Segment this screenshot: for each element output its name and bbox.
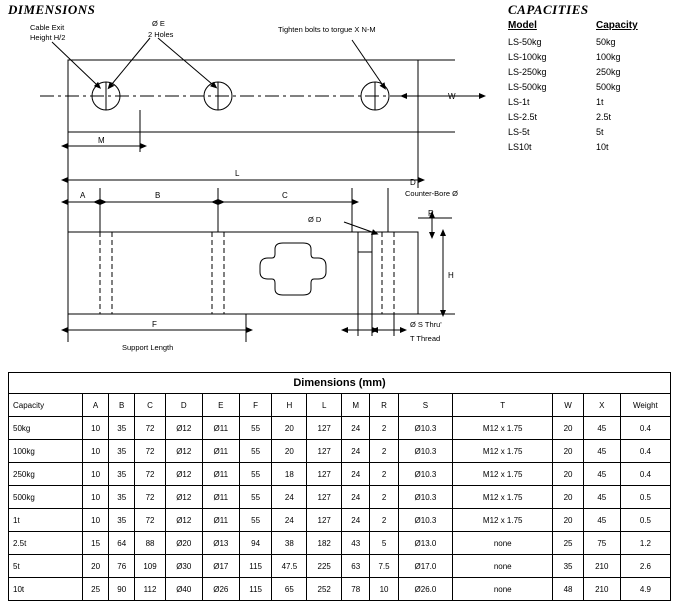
cell-b: 35 xyxy=(109,509,135,532)
col-x: X xyxy=(583,394,620,417)
dim-f xyxy=(68,314,246,342)
model-name: LS-5t xyxy=(508,127,530,137)
cell-f: 55 xyxy=(239,486,272,509)
cell-h: 20 xyxy=(272,440,307,463)
cell-m: 24 xyxy=(342,463,370,486)
cell-l: 127 xyxy=(307,509,342,532)
model-capacity: 10t xyxy=(596,142,609,152)
cell-weight: 0.5 xyxy=(620,486,670,509)
cell-d: Ø40 xyxy=(165,578,202,601)
cell-capacity: 5t xyxy=(9,555,83,578)
cell-b: 35 xyxy=(109,463,135,486)
cell-w: 20 xyxy=(553,509,583,532)
table-row xyxy=(9,509,671,532)
cell-c: 72 xyxy=(135,417,165,440)
cell-a: 25 xyxy=(83,578,109,601)
cell-x: 210 xyxy=(583,578,620,601)
model-name: LS-2.5t xyxy=(508,112,538,122)
cell-h: 24 xyxy=(272,509,307,532)
cell-r: 5 xyxy=(370,532,398,555)
cell-f: 55 xyxy=(239,440,272,463)
label-r: R xyxy=(428,209,434,218)
list-item xyxy=(508,110,673,125)
model-name: LS-50kg xyxy=(508,37,542,47)
cell-w: 35 xyxy=(553,555,583,578)
col-b: B xyxy=(109,394,135,417)
cell-s: Ø13.0 xyxy=(398,532,452,555)
col-s: S xyxy=(398,394,452,417)
dim-m xyxy=(68,110,140,152)
model-capacity: 2.5t xyxy=(596,112,612,122)
table-row xyxy=(9,532,671,555)
cell-c: 72 xyxy=(135,440,165,463)
cell-h: 47.5 xyxy=(272,555,307,578)
cell-capacity: 500kg xyxy=(9,486,83,509)
cell-e: Ø11 xyxy=(202,417,239,440)
cell-weight: 0.4 xyxy=(620,463,670,486)
cell-x: 45 xyxy=(583,463,620,486)
dim-r xyxy=(418,218,452,232)
cell-s: Ø10.3 xyxy=(398,509,452,532)
cell-f: 55 xyxy=(239,509,272,532)
col-c: C xyxy=(135,394,165,417)
cell-weight: 2.6 xyxy=(620,555,670,578)
model-capacity: 500kg xyxy=(596,82,621,92)
cell-e: Ø17 xyxy=(202,555,239,578)
cell-t: none xyxy=(453,578,553,601)
cell-s: Ø17.0 xyxy=(398,555,452,578)
table-title-row xyxy=(9,373,671,394)
cell-w: 20 xyxy=(553,417,583,440)
col-m: M xyxy=(342,394,370,417)
cell-d: Ø12 xyxy=(165,417,202,440)
cell-a: 20 xyxy=(83,555,109,578)
model-name: LS-500kg xyxy=(508,82,547,92)
model-capacity: 50kg xyxy=(596,37,616,47)
capacities-col-model: Model xyxy=(508,20,537,31)
cell-d: Ø30 xyxy=(165,555,202,578)
cell-c: 72 xyxy=(135,486,165,509)
label-cable-exit: Cable Exit xyxy=(30,23,65,32)
cell-r: 10 xyxy=(370,578,398,601)
label-cable-exit-height: Height H/2 xyxy=(30,33,66,42)
capacities-header-row xyxy=(508,20,673,31)
cell-d: Ø12 xyxy=(165,509,202,532)
model-name: LS-1t xyxy=(508,97,530,107)
cell-f: 55 xyxy=(239,463,272,486)
cell-m: 24 xyxy=(342,440,370,463)
dimensions-heading: DIMENSIONS xyxy=(8,2,96,17)
model-name: LS10t xyxy=(508,142,532,152)
cell-c: 72 xyxy=(135,463,165,486)
cell-f: 55 xyxy=(239,417,272,440)
cell-w: 48 xyxy=(553,578,583,601)
col-f: F xyxy=(239,394,272,417)
col-capacity: Capacity xyxy=(9,394,83,417)
col-t: T xyxy=(453,394,553,417)
cell-m: 24 xyxy=(342,417,370,440)
cell-l: 225 xyxy=(307,555,342,578)
model-name: LS-100kg xyxy=(508,52,547,62)
list-item xyxy=(508,35,673,50)
col-w: W xyxy=(553,394,583,417)
cell-capacity: 2.5t xyxy=(9,532,83,555)
cell-s: Ø10.3 xyxy=(398,463,452,486)
cell-e: Ø11 xyxy=(202,440,239,463)
cell-h: 24 xyxy=(272,486,307,509)
cell-f: 115 xyxy=(239,555,272,578)
cell-f: 94 xyxy=(239,532,272,555)
cell-r: 7.5 xyxy=(370,555,398,578)
list-item xyxy=(508,125,673,140)
list-item xyxy=(508,65,673,80)
cell-a: 10 xyxy=(83,440,109,463)
table-row xyxy=(9,578,671,601)
cell-l: 252 xyxy=(307,578,342,601)
list-item xyxy=(508,95,673,110)
model-name: LS-250kg xyxy=(508,67,547,77)
cell-capacity: 10t xyxy=(9,578,83,601)
cell-f: 115 xyxy=(239,578,272,601)
cell-s: Ø10.3 xyxy=(398,417,452,440)
list-item xyxy=(508,80,673,95)
label-a: A xyxy=(80,191,86,200)
cell-capacity: 250kg xyxy=(9,463,83,486)
cell-e: Ø11 xyxy=(202,509,239,532)
cell-e: Ø11 xyxy=(202,463,239,486)
cell-s: Ø26.0 xyxy=(398,578,452,601)
dim-abc xyxy=(68,188,388,232)
col-h: H xyxy=(272,394,307,417)
col-a: A xyxy=(83,394,109,417)
cell-x: 45 xyxy=(583,417,620,440)
cell-h: 65 xyxy=(272,578,307,601)
cell-w: 20 xyxy=(553,463,583,486)
cell-s: Ø10.3 xyxy=(398,486,452,509)
table-title: Dimensions (mm) xyxy=(9,373,671,394)
cell-h: 20 xyxy=(272,417,307,440)
cell-x: 45 xyxy=(583,440,620,463)
cell-weight: 0.4 xyxy=(620,417,670,440)
table-row xyxy=(9,417,671,440)
technical-drawing xyxy=(0,0,500,365)
label-s-thru: Ø S Thru' xyxy=(410,320,442,329)
cell-e: Ø13 xyxy=(202,532,239,555)
dia-d-leader xyxy=(344,222,372,232)
label-t-thread: T Thread xyxy=(410,334,441,343)
col-d: D xyxy=(165,394,202,417)
table-header-row xyxy=(9,394,671,417)
plan-callouts xyxy=(52,38,382,84)
cell-t: M12 x 1.75 xyxy=(453,509,553,532)
cell-b: 64 xyxy=(109,532,135,555)
cell-t: none xyxy=(453,555,553,578)
cell-x: 45 xyxy=(583,486,620,509)
cell-t: M12 x 1.75 xyxy=(453,417,553,440)
cell-h: 38 xyxy=(272,532,307,555)
cell-r: 2 xyxy=(370,463,398,486)
cell-b: 35 xyxy=(109,486,135,509)
cell-l: 127 xyxy=(307,486,342,509)
cell-r: 2 xyxy=(370,417,398,440)
cell-t: M12 x 1.75 xyxy=(453,486,553,509)
capacities-col-capacity: Capacity xyxy=(596,20,638,31)
cell-b: 35 xyxy=(109,417,135,440)
label-l: L xyxy=(235,169,240,178)
table-row xyxy=(9,440,671,463)
list-item xyxy=(508,140,673,155)
cell-w: 20 xyxy=(553,486,583,509)
cell-d: Ø12 xyxy=(165,486,202,509)
cell-r: 2 xyxy=(370,440,398,463)
cell-e: Ø26 xyxy=(202,578,239,601)
cell-l: 127 xyxy=(307,440,342,463)
cell-m: 63 xyxy=(342,555,370,578)
cell-x: 210 xyxy=(583,555,620,578)
cell-b: 90 xyxy=(109,578,135,601)
cell-t: none xyxy=(453,532,553,555)
dim-l xyxy=(68,132,418,188)
label-support-length: Support Length xyxy=(122,343,174,352)
cell-c: 88 xyxy=(135,532,165,555)
cell-e: Ø11 xyxy=(202,486,239,509)
cell-c: 112 xyxy=(135,578,165,601)
cell-capacity: 1t xyxy=(9,509,83,532)
dimensions-table xyxy=(8,372,671,601)
label-torque-note: Tighten bolts to torgue X N-M xyxy=(278,25,376,34)
cell-a: 10 xyxy=(83,486,109,509)
cell-m: 24 xyxy=(342,486,370,509)
cell-l: 127 xyxy=(307,417,342,440)
cell-l: 182 xyxy=(307,532,342,555)
cell-l: 127 xyxy=(307,463,342,486)
label-b: B xyxy=(155,191,161,200)
cell-b: 76 xyxy=(109,555,135,578)
label-c: C xyxy=(282,191,288,200)
label-hole-diameter: Ø E xyxy=(152,19,165,28)
col-weight: Weight xyxy=(620,394,670,417)
cell-capacity: 50kg xyxy=(9,417,83,440)
model-capacity: 1t xyxy=(596,97,604,107)
cell-r: 2 xyxy=(370,486,398,509)
table-row xyxy=(9,555,671,578)
cell-w: 25 xyxy=(553,532,583,555)
model-capacity: 250kg xyxy=(596,67,621,77)
capacities-heading: CAPACITIES xyxy=(508,2,589,17)
cell-m: 24 xyxy=(342,509,370,532)
cell-s: Ø10.3 xyxy=(398,440,452,463)
dim-bottom-right xyxy=(348,314,400,336)
cell-t: M12 x 1.75 xyxy=(453,440,553,463)
cell-m: 78 xyxy=(342,578,370,601)
col-l: L xyxy=(307,394,342,417)
cell-b: 35 xyxy=(109,440,135,463)
elevation-view xyxy=(68,232,418,314)
capacities-list xyxy=(508,20,673,155)
label-f: F xyxy=(152,320,157,329)
cell-r: 2 xyxy=(370,509,398,532)
cell-h: 18 xyxy=(272,463,307,486)
label-h: H xyxy=(448,271,454,280)
col-r: R xyxy=(370,394,398,417)
label-dia-d: Ø D xyxy=(308,215,322,224)
cell-a: 10 xyxy=(83,463,109,486)
label-w: W xyxy=(448,92,456,101)
model-capacity: 5t xyxy=(596,127,604,137)
cell-m: 43 xyxy=(342,532,370,555)
cell-d: Ø20 xyxy=(165,532,202,555)
col-e: E xyxy=(202,394,239,417)
label-m: M xyxy=(98,136,105,145)
table-row xyxy=(9,463,671,486)
cell-c: 72 xyxy=(135,509,165,532)
cell-x: 75 xyxy=(583,532,620,555)
cell-d: Ø12 xyxy=(165,440,202,463)
cell-weight: 0.5 xyxy=(620,509,670,532)
cell-a: 15 xyxy=(83,532,109,555)
cell-t: M12 x 1.75 xyxy=(453,463,553,486)
cell-weight: 1.2 xyxy=(620,532,670,555)
cell-weight: 4.9 xyxy=(620,578,670,601)
list-item xyxy=(508,50,673,65)
cell-a: 10 xyxy=(83,509,109,532)
cell-d: Ø12 xyxy=(165,463,202,486)
label-d: D xyxy=(410,178,416,187)
cell-c: 109 xyxy=(135,555,165,578)
cell-capacity: 100kg xyxy=(9,440,83,463)
table-row xyxy=(9,486,671,509)
dimensions-table-wrapper xyxy=(8,372,671,601)
cell-a: 10 xyxy=(83,417,109,440)
cell-x: 45 xyxy=(583,509,620,532)
cell-w: 20 xyxy=(553,440,583,463)
cell-weight: 0.4 xyxy=(620,440,670,463)
model-capacity: 100kg xyxy=(596,52,621,62)
label-counter-bore: Counter-Bore Ø xyxy=(405,189,458,198)
label-two-holes: 2 Holes xyxy=(148,30,174,39)
plan-view xyxy=(40,60,440,132)
